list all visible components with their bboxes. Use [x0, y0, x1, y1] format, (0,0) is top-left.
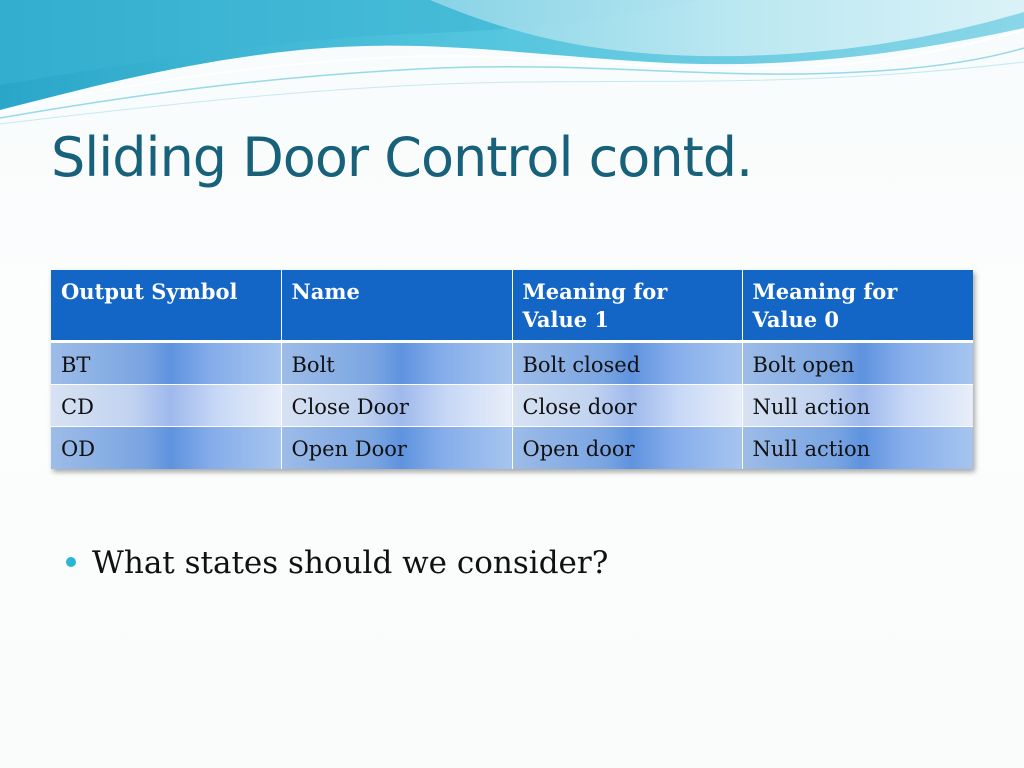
table-cell: Null action [742, 385, 973, 427]
bullet-item [66, 545, 608, 581]
table-cell: CD [51, 385, 281, 427]
table-cell: Bolt [281, 341, 512, 384]
table-cell: Open Door [281, 427, 512, 469]
bullet-dot-icon [66, 557, 76, 567]
table-cell: BT [51, 341, 281, 384]
column-header: Meaning for Value 1 [512, 270, 742, 341]
column-header: Name [281, 270, 512, 341]
table-row [51, 385, 973, 427]
table-row [51, 427, 973, 469]
data-table [51, 270, 973, 469]
table-header-row [51, 270, 973, 341]
table-cell: OD [51, 427, 281, 469]
table-cell: Bolt open [742, 341, 973, 384]
bullet-text: What states should we consider? [92, 545, 609, 581]
table-row [51, 341, 973, 384]
header-wave-decoration [0, 0, 1024, 130]
output-symbol-table [51, 270, 973, 469]
table-cell: Open door [512, 427, 742, 469]
column-header: Output Symbol [51, 270, 281, 341]
table-cell: Bolt closed [512, 341, 742, 384]
column-header: Meaning for Value 0 [742, 270, 973, 341]
slide-title: Sliding Door Control contd. [51, 126, 753, 189]
table-cell: Close Door [281, 385, 512, 427]
table-cell: Close door [512, 385, 742, 427]
table-cell: Null action [742, 427, 973, 469]
